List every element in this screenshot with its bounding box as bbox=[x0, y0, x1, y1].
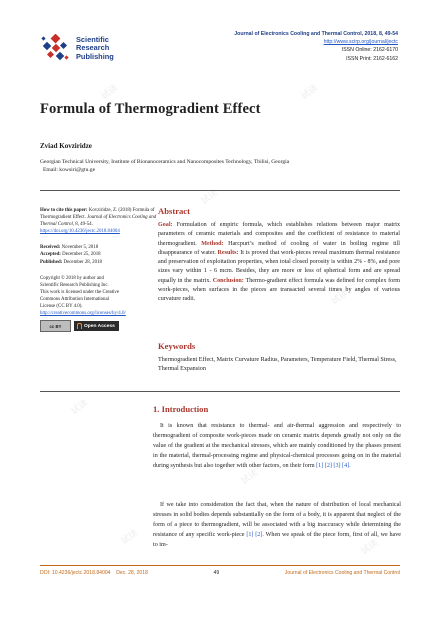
abstract-heading: Abstract bbox=[158, 206, 190, 216]
received-label: Received: bbox=[40, 245, 61, 251]
abstract-body bbox=[158, 221, 400, 305]
intro-p1-text: It is known that resistance to thermal- and air-thermal aggression and respectively to thermogradient of composite work-pieces made on ceramic matrix depends greatly not only on the value of the gradient at the mechanical stresses, which are mainly conditioned by the phases present in the material, thermal-processing regime and physical-chemical processes going on in the material during synthesis but also together with other factors, on their form bbox=[153, 423, 401, 470]
copyright-block bbox=[40, 275, 164, 318]
issn-print: ISSN Print: 2162-6162 bbox=[346, 55, 398, 62]
intro-p2-text: If we take into consideration the fact that, when the nature of distribution of local mechanical stresses in solid bodies depends substantially on the form of a body, it is apparent that neglect of the form of a piece to thermogradient, will be associated with a big inaccuracy while determining the resistance of any specific work-piece bbox=[153, 502, 401, 539]
cc-by-badge-icon[interactable]: cc BY bbox=[40, 320, 71, 332]
journal-url-link[interactable]: http://www.scirp.org/journal/jectc bbox=[323, 39, 398, 46]
affiliation: Georgian Technical University, Institute of Bionanoceramics and Nanocomposites Technology, Tbilisi, Georgia bbox=[40, 159, 290, 165]
license-line: License (CC BY 4.0). bbox=[40, 304, 83, 310]
watermark: 试读 bbox=[199, 187, 220, 207]
accepted-date: December 25, 2018 bbox=[62, 252, 101, 258]
copyright-line: Scientific Research Publishing Inc. bbox=[40, 282, 109, 288]
goal-text: Formulation of empiric formula, which establishes relations between major matrix parameters of ceramic materials and composites and the coefficient of resistance to material thermogradient. bbox=[158, 222, 400, 247]
footer-journal: Journal of Electronics Cooling and Thermal Control bbox=[284, 570, 400, 576]
published-date: December 28, 2018 bbox=[63, 259, 102, 265]
footer-divider bbox=[40, 565, 400, 566]
footer-doi-date bbox=[40, 570, 148, 576]
keywords-text: Thermogradient Effect, Matrix Curvature Radius, Parameters, Temperature Field, Thermal Stress, Thermal Expansion bbox=[158, 357, 397, 373]
footer-doi: DOI: 10.4236/jectc.2018.84004 bbox=[40, 570, 111, 576]
watermark: 试读 bbox=[239, 467, 260, 487]
license-url-link[interactable]: http://creativecommons.org/licenses/by/4.0/ bbox=[40, 311, 126, 317]
accepted-label: Accepted: bbox=[40, 252, 61, 258]
cite-volume: , 8, 49-54. bbox=[72, 222, 93, 228]
section-divider bbox=[40, 391, 400, 392]
paper-title: Formula of Thermogradient Effect bbox=[40, 101, 261, 117]
header-divider bbox=[40, 190, 400, 191]
intro-p2-tail: When we speak of the piece form, first of all, we have to im- bbox=[153, 532, 402, 549]
keywords-heading: Keywords bbox=[158, 341, 196, 351]
publisher-line: Research bbox=[76, 43, 110, 53]
author-email: Email: kowsiri@gtu.ge bbox=[43, 167, 96, 174]
intro-paragraph-2 bbox=[153, 500, 401, 550]
cite-block bbox=[40, 207, 164, 235]
license-line: Commons Attribution International bbox=[40, 296, 110, 302]
watermark: 试读 bbox=[299, 82, 320, 102]
citation-refs-link[interactable]: [1] [2]. bbox=[246, 532, 264, 539]
page-footer bbox=[40, 570, 400, 576]
doi-link[interactable]: https://doi.org/10.4236/jectc.2018.84004 bbox=[40, 229, 120, 235]
received-date: November 5, 2018 bbox=[61, 245, 99, 251]
conclusion-text: Thermo-gradient effect formula was defined for complex form work-pieces, when surfaces in the pieces are transacted several times by angles of various curvature radii. bbox=[158, 277, 400, 303]
watermark: 试读 bbox=[329, 287, 350, 307]
conclusion-label: Conclusion: bbox=[212, 277, 244, 284]
publisher-logo-icon bbox=[40, 34, 70, 64]
author-name: Zviad Kovziridze bbox=[40, 142, 92, 150]
cite-label: How to cite this paper: bbox=[40, 208, 88, 213]
publisher-line: Scientific bbox=[76, 35, 109, 44]
journal-citation: Journal of Electronics Cooling and Thermal Control, 2018, 8, 49-54 bbox=[234, 31, 398, 37]
article-info-sidebar bbox=[40, 207, 164, 332]
watermark: 试读 bbox=[119, 527, 140, 547]
journal-header bbox=[234, 30, 398, 63]
watermark: 试读 bbox=[99, 82, 120, 102]
introduction-heading: 1. Introduction bbox=[153, 404, 209, 414]
method-text: Harcpurt’s method of cooling of water in boiling regime till disappearance of water. bbox=[158, 240, 400, 256]
open-access-badge[interactable] bbox=[74, 321, 119, 331]
watermark: 试读 bbox=[359, 537, 380, 557]
results-label: Results: bbox=[217, 249, 239, 256]
watermark: 试读 bbox=[69, 397, 90, 417]
issn-online: ISSN Online: 2162-6170 bbox=[341, 47, 398, 54]
cite-journal: Journal of Electronics Cooling and Thermal Control bbox=[40, 215, 157, 228]
method-label: Method: bbox=[201, 240, 224, 247]
dates-block bbox=[40, 244, 164, 265]
license-badges bbox=[40, 320, 164, 332]
license-line: This work is licensed under the Creative bbox=[40, 289, 120, 295]
intro-paragraph-1 bbox=[153, 421, 401, 471]
open-lock-icon bbox=[77, 323, 82, 329]
goal-label: Goal: bbox=[158, 222, 173, 228]
open-access-label: Open Access bbox=[84, 323, 115, 329]
publisher-name bbox=[76, 36, 114, 61]
page-number: 49 bbox=[213, 570, 220, 576]
copyright-line: Copyright © 2018 by author and bbox=[40, 275, 104, 281]
citation-refs-link[interactable]: [1] [2] [3] [4]. bbox=[316, 463, 351, 470]
results-text: It is proved that work-pieces reveal maximum thermal resistance and preservation of exploitation properties, when total closed porosity is within 2% - 8%, and pore sizes vary within 1 - 6 mcm. Besides, they are more or less of spherical form and are spread equally in the matrix. bbox=[158, 249, 400, 284]
footer-date: Dec. 28, 2018 bbox=[116, 570, 148, 576]
publisher-line: Publishing bbox=[76, 51, 114, 61]
cite-text: Kovziridze, Z. (2018) Formula of Thermogradient Effect. bbox=[40, 208, 155, 221]
affiliation-block bbox=[40, 158, 400, 174]
published-label: Published: bbox=[40, 259, 63, 265]
